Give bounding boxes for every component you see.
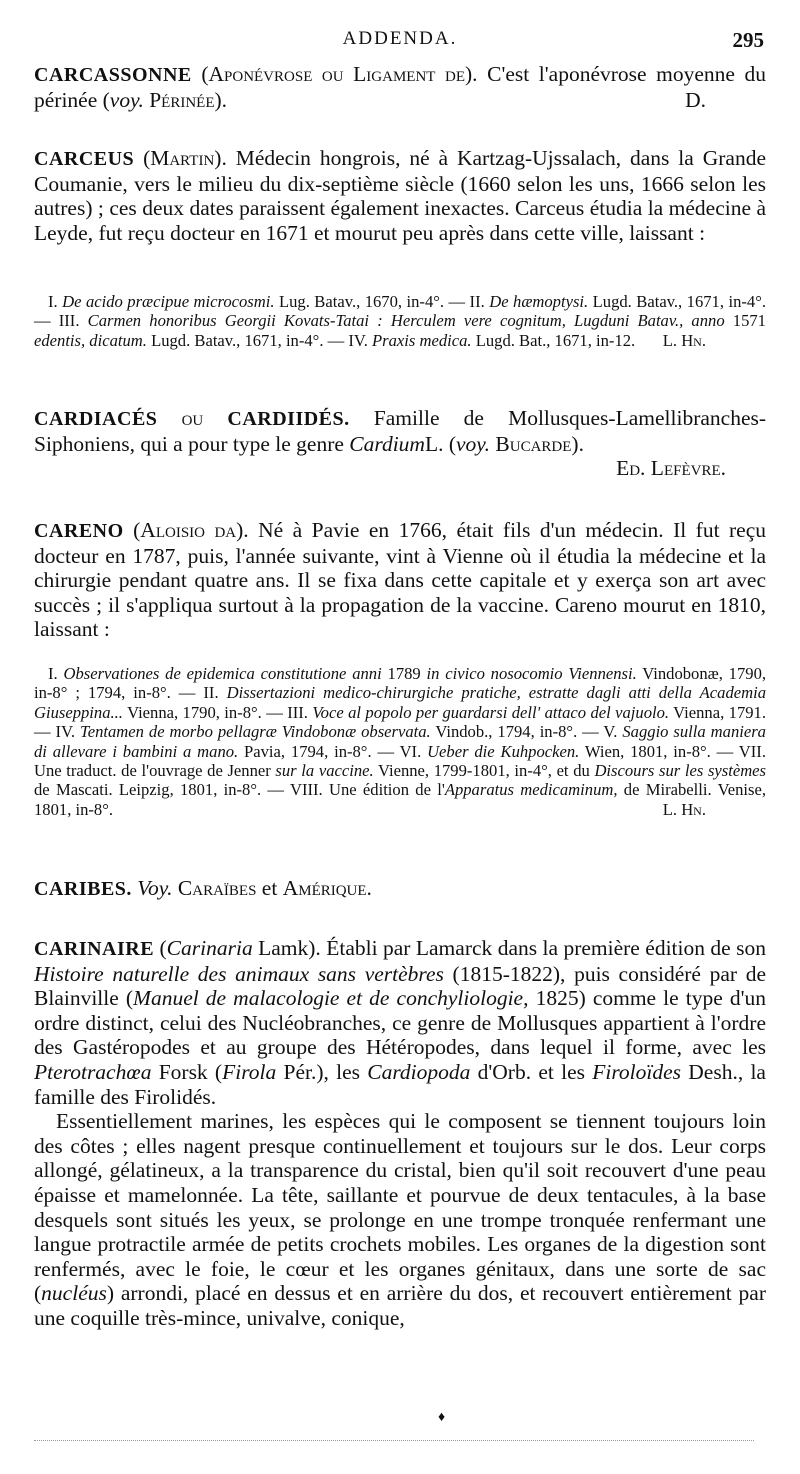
cross-reference: Amérique. <box>282 876 372 900</box>
signature: Ed. Lefèvre. <box>616 456 726 481</box>
biblio-title: Tentamen de morbo pellagræ Vindobonæ observata. <box>80 722 431 742</box>
careno-bibliography <box>34 664 766 819</box>
conjunction: ou <box>181 406 204 430</box>
genus-name: Cardium <box>349 431 425 456</box>
biblio-text: Vienna, 1790, in-8°. — III. <box>122 702 313 722</box>
entry-careno-text <box>34 518 766 642</box>
signature: L. Hn. <box>662 799 706 819</box>
entry-text: ) arrondi, placé en dessus et en arrière du dos, et recouvert entièrement par une coquille très-mince, univalve, conique, <box>34 1281 766 1330</box>
conjunction: et <box>261 876 278 900</box>
entry-caribes <box>34 876 766 902</box>
entry-text: Né à Pavie en 1766, était fils d'un médecin. Il fut reçu docteur en 1787, puis, l'année suivante, vint à Vienne où il étudia la médecine et la chirurgie pendant quatre ans. Il se fixa dans cette capitale et y exerça son art avec succès ; il s'appliqua surtout à la propagation de la vaccine. Careno mourut en 1810, laissant : <box>34 518 767 642</box>
biblio-title: Dissertazioni medico-chirurgiche pratiche, estratte dagli atti della Academia Giuseppina... <box>34 683 766 722</box>
entry-text: Pér.), les <box>276 1059 368 1084</box>
entry-text-end: ). <box>214 87 228 112</box>
biblio-text: de Mascati. Leipzig, 1801, in-8°. — VIII. Une édition de l' <box>34 780 445 800</box>
headword: CARCASSONNE <box>34 64 192 86</box>
bibliography-text <box>34 292 766 350</box>
signature: L. Hn. <box>662 330 706 350</box>
entry-text: Médecin hongrois, né à Kartzag-Ujssalach, dans la Grande Coumanie, vers le milieu du dix-septième siècle (1660 selon les uns, 1666 selon les autres) ; ces deux dates paraissent également inexactes. Carceus étudia la médecine à Leyde, fut reçu docteur en 1671 et mourut peu après dans cette ville, laissant : <box>34 146 766 245</box>
headword: CARDIACÉS <box>34 408 158 430</box>
entry-text: d'Orb. et les <box>470 1059 593 1084</box>
headword: CARENO <box>34 520 124 542</box>
entry-carinaire-para2 <box>34 1109 766 1330</box>
biblio-text: Lug. Batav., 1670, in-4°. — II. <box>274 292 490 311</box>
genus-name: Pterotrachœa <box>34 1059 152 1084</box>
biblio-text: I. <box>48 292 63 311</box>
biblio-text: Lugd. Bat., 1671, in-12. <box>471 330 636 350</box>
entry-text: 1825) comme le type d'un ordre distinct, celui des Nucléobranches, ce genre de Mollusques appartient à l'ordre des Gastéropodes et au groupe des Hétéropodes, dans lequel il forme, avec les <box>34 986 767 1060</box>
biblio-text: Lugd. Batav., 1671, in-4°. — III. <box>34 292 766 331</box>
biblio-title: sur la vaccine. <box>275 761 374 781</box>
entry-text: ( <box>159 936 167 960</box>
genus-name: Carinaria <box>166 936 253 960</box>
headword: CARIBES. <box>34 878 132 900</box>
entry-text: Desh., la famille des Firolidés. <box>34 1059 766 1109</box>
headword-qualifier: (Aloisio da). <box>133 518 249 542</box>
entry-carcassonne <box>34 62 766 112</box>
biblio-text: Vindob., 1794, in-8°. — V. <box>430 722 623 742</box>
entry-cardiaces-text <box>34 406 766 456</box>
biblio-title: Apparatus medicaminum, <box>444 780 618 800</box>
term: nucléus <box>41 1281 107 1306</box>
genus-name: Cardiopoda <box>367 1059 471 1084</box>
biblio-text: I. <box>48 664 64 683</box>
voy-abbrev: voy. <box>109 87 144 112</box>
biblio-text: Lugd. Batav., 1671, in-4°. — IV. <box>146 330 373 350</box>
headword: CARCEUS <box>34 148 135 170</box>
voy-abbrev: voy. <box>456 431 491 456</box>
biblio-text: Pavia, 1794, in-8°. — VI. <box>238 741 428 761</box>
page-number: 295 <box>732 28 764 52</box>
genus-name: Firoloïdes <box>592 1059 682 1084</box>
entry-text-end: ). <box>571 431 584 456</box>
header-title: ADDENDA. <box>342 28 458 49</box>
entry-cardiaces <box>34 406 766 481</box>
biblio-title: Saggio sulla maniera di allevare i bambini a mano. <box>34 722 766 761</box>
biblio-title: Discours sur les systèmes <box>594 761 767 781</box>
bottom-rule <box>34 1440 754 1441</box>
cross-reference: Caraïbes <box>177 876 257 900</box>
entry-text: Famille de Mollusques-Lamellibranches-Siphoniens, qui a pour type le genre <box>34 406 767 456</box>
biblio-text: 1789 <box>381 664 427 683</box>
entry-carcassonne-text <box>34 62 766 112</box>
work-title: Histoire naturelle des animaux sans vertèbres <box>34 961 444 986</box>
entry-carceus <box>34 146 766 245</box>
entry-careno <box>34 518 766 642</box>
biblio-title: Praxis medica. <box>372 330 472 350</box>
biblio-text: Wien, 1801, in-8°. — VII. Une traduct. de l'ouvrage de Jenner <box>34 741 766 781</box>
work-title: Manuel de malacologie et de conchyliologie, <box>133 986 529 1011</box>
biblio-text: 1571 <box>724 311 766 331</box>
genus-name: Firola <box>222 1059 277 1084</box>
carceus-bibliography <box>34 292 766 350</box>
biblio-title: Observationes de epidemica constitutione anni <box>63 664 382 683</box>
entry-text: L. ( <box>424 431 456 456</box>
entry-caribes-text <box>34 876 766 902</box>
biblio-text: Vienne, 1799-1801, in-4°, et du <box>373 761 595 781</box>
biblio-title: Ueber die Kuhpocken. <box>427 741 580 761</box>
entry-carceus-text <box>34 146 766 245</box>
signature: D. <box>685 87 706 112</box>
headword-alt: CARDIIDÉS. <box>227 408 350 430</box>
biblio-title: edentis, dicatum. <box>34 330 147 350</box>
entry-text: Lamk). Établi par Lamarck dans la première édition de son <box>252 936 766 960</box>
entry-carinaire-para1 <box>34 936 766 1109</box>
entry-text: Essentiellement marines, les espèces qui le composent se tiennent toujours loin des côtes ; elles nagent presque continuellement et toujours sur le dos. Leur corps allongé, gélatineux, a la transparence du cristal, bien qu'il soit recouvert d'une peau épaisse et mamelonnée. La tête, saillante et pourvue de deux tentacules, à la base desquels sont situés les yeux, se prolonge en une trompe tronquée renfermant une langue protractile armée de petits crochets mobiles. Les organes de la digestion sont renfermés, avec le foie, le cœur et les organes génitaux, dans une sorte de sac ( <box>34 1109 766 1306</box>
cross-reference: Bucarde <box>495 431 572 456</box>
biblio-title: in civico nosocomio Viennensi. <box>426 664 637 683</box>
biblio-title: De acido præcipue microcosmi. <box>62 292 275 311</box>
biblio-text: de Mirabelli. Venise, 1801, in-8°. <box>34 780 766 819</box>
biblio-text: Vienna, 1791. — IV. <box>34 702 766 742</box>
headword: CARINAIRE <box>34 938 155 960</box>
bibliography-text <box>34 664 766 819</box>
running-header <box>34 28 766 58</box>
biblio-title: Carmen honoribus Georgii Kovats-Tatai : Herculem vere cognitum, Lugduni Batav., anno <box>87 311 725 331</box>
entry-text: C'est l'aponévrose moyenne du périnée ( <box>34 62 767 112</box>
biblio-title: De hæmoptysi. <box>489 292 589 311</box>
entry-carinaire <box>34 936 766 1331</box>
ornament-mark: ♦ <box>438 1410 446 1425</box>
cross-reference: Périnée <box>149 87 215 112</box>
biblio-text: Vindobonæ, 1790, in-8° ; 1794, in-8°. — II. <box>34 664 767 703</box>
entry-text: (1815-1822), puis considéré par de Blainville ( <box>34 961 766 1011</box>
entry-text: Forsk ( <box>151 1059 223 1084</box>
voy-abbrev: Voy. <box>137 876 173 900</box>
biblio-title: Voce al popolo per guardarsi dell' attaco del vajuolo. <box>312 702 670 722</box>
headword-qualifier: (Aponévrose ou Ligament de). <box>201 62 478 86</box>
headword-qualifier: (Martin). <box>143 146 227 170</box>
